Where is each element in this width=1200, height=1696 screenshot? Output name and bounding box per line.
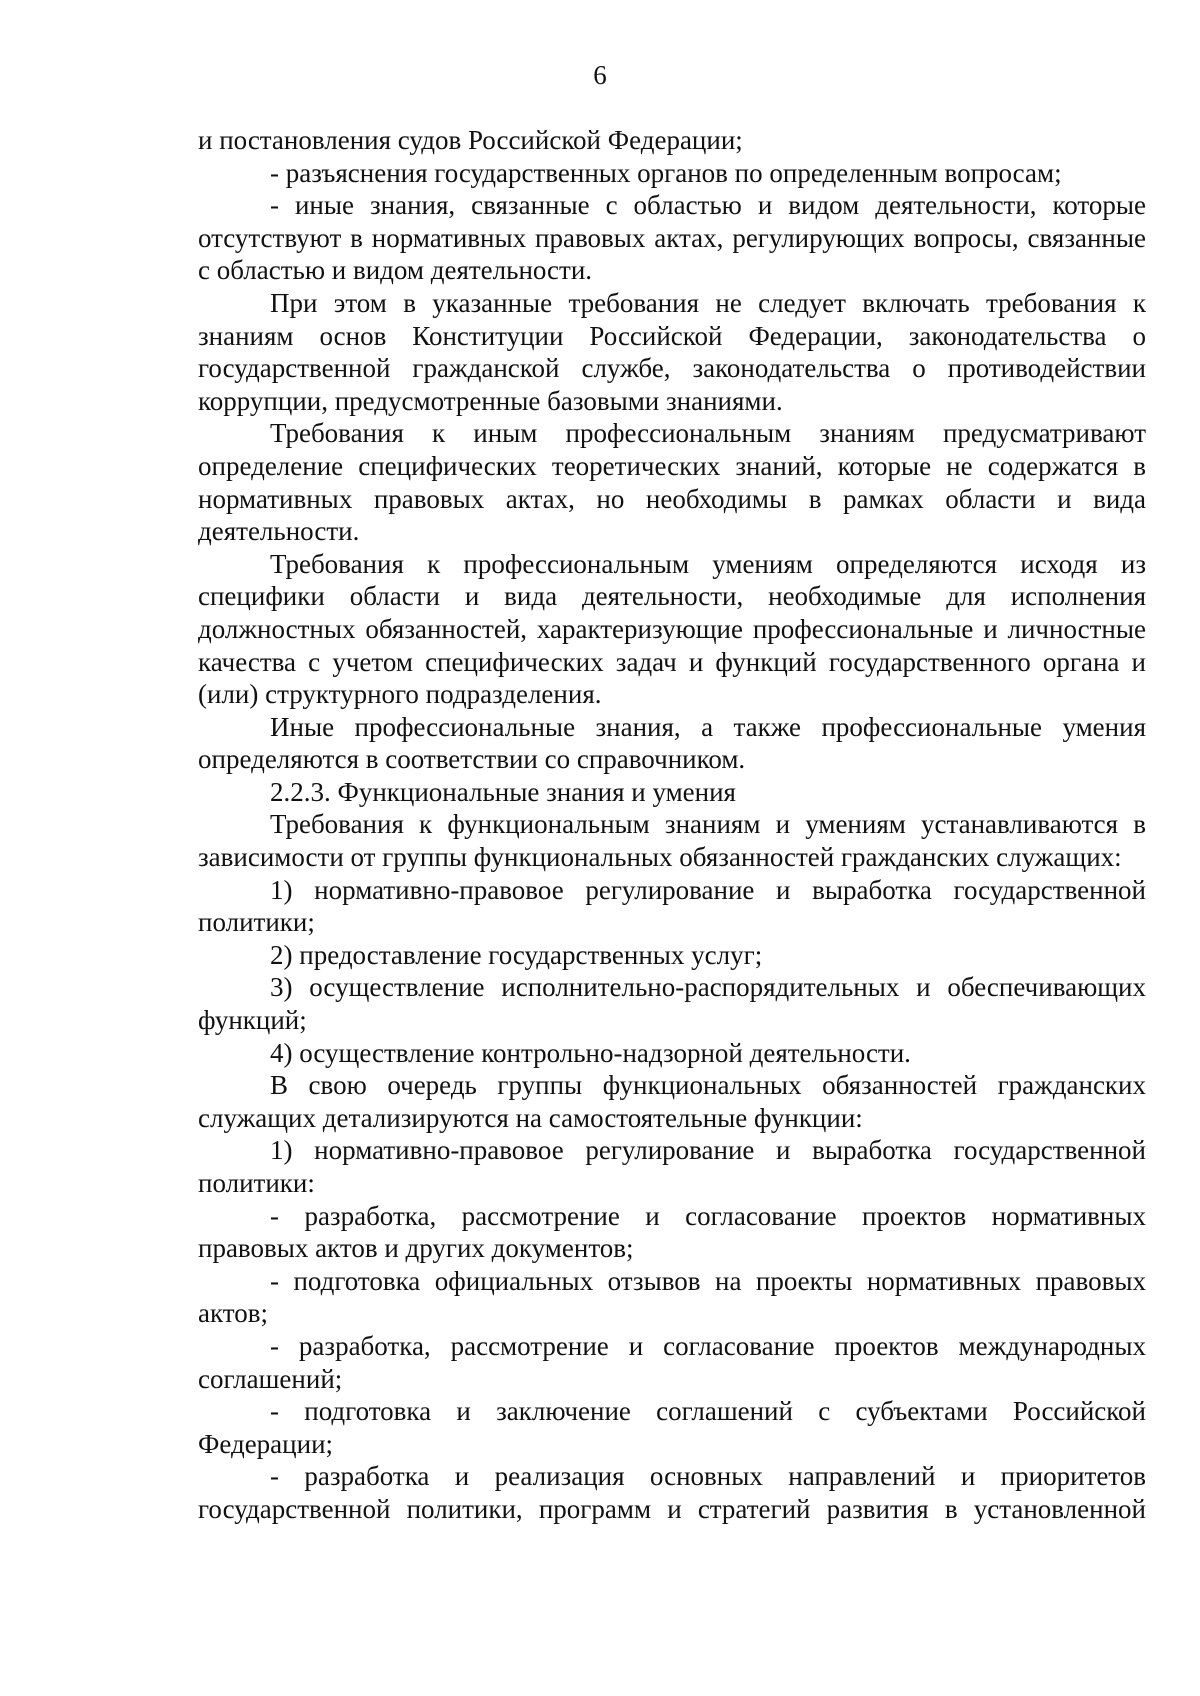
list-item: 4) осуществление контрольно-надзорной деятельности.: [270, 1037, 911, 1068]
list-item: 2) предоставление государственных услуг;: [270, 939, 763, 970]
paragraph: Требования к функциональным знаниям и умениям устанавливаются в зависимости от группы функциональных обязанностей гражданских служащих:: [198, 809, 1146, 873]
paragraph: При этом в указанные требования не следует включать требования к знаниям основ Конституции Российской Федерации, законодательства о государственной гражданской службе, законодательства о противодействии коррупции, предусмотренные базовыми знаниями.: [198, 287, 1146, 416]
list-item: - разработка, рассмотрение и согласование проектов международных соглашений;: [198, 1330, 1146, 1394]
section-heading: 2.2.3. Функциональные знания и умения: [270, 776, 736, 807]
list-item: - подготовка официальных отзывов на проекты нормативных правовых актов;: [198, 1265, 1146, 1329]
document-body: [198, 124, 1146, 1526]
page-number: 6: [593, 60, 607, 90]
paragraph: Требования к профессиональным умениям определяются исходя из специфики области и вида деятельности, необходимые для исполнения должностных обязанностей, характеризующие профессиональные и личностные качества с учетом специфических задач и функций государственного органа и (или) структурного подразделения.: [198, 548, 1146, 710]
list-item: - разработка и реализация основных направлений и приоритетов государственной политики, программ и стратегий развития в установленной: [198, 1461, 1146, 1524]
paragraph: - иные знания, связанные с областью и видом деятельности, которые отсутствуют в нормативных правовых актах, регулирующих вопросы, связанные с областью и видом деятельности.: [198, 190, 1146, 286]
list-item: 1) нормативно-правовое регулирование и выработка государственной политики:: [198, 1135, 1146, 1198]
paragraph: и постановления судов Российской Федерации;: [198, 125, 743, 155]
paragraph: В свою очередь группы функциональных обязанностей гражданских служащих детализируются на самостоятельные функции:: [198, 1070, 1146, 1133]
paragraph: - разъяснения государственных органов по определенным вопросам;: [270, 157, 1062, 188]
paragraph: Требования к иным профессиональным знаниям предусматривают определение специфических теоретических знаний, которые не содержатся в нормативных правовых актах, но необходимы в рамках области и вида деятельности.: [198, 418, 1146, 547]
list-item: - подготовка и заключение соглашений с субъектами Российской Федерации;: [198, 1396, 1146, 1459]
list-item: 1) нормативно-правовое регулирование и выработка государственной политики;: [198, 874, 1146, 938]
list-item: 3) осуществление исполнительно-распорядительных и обеспечивающих функций;: [198, 972, 1146, 1036]
list-item: - разработка, рассмотрение и согласование проектов нормативных правовых актов и других документов;: [198, 1200, 1146, 1264]
paragraph: Иные профессиональные знания, а также профессиональные умения определяются в соответствии со справочником.: [198, 711, 1146, 775]
